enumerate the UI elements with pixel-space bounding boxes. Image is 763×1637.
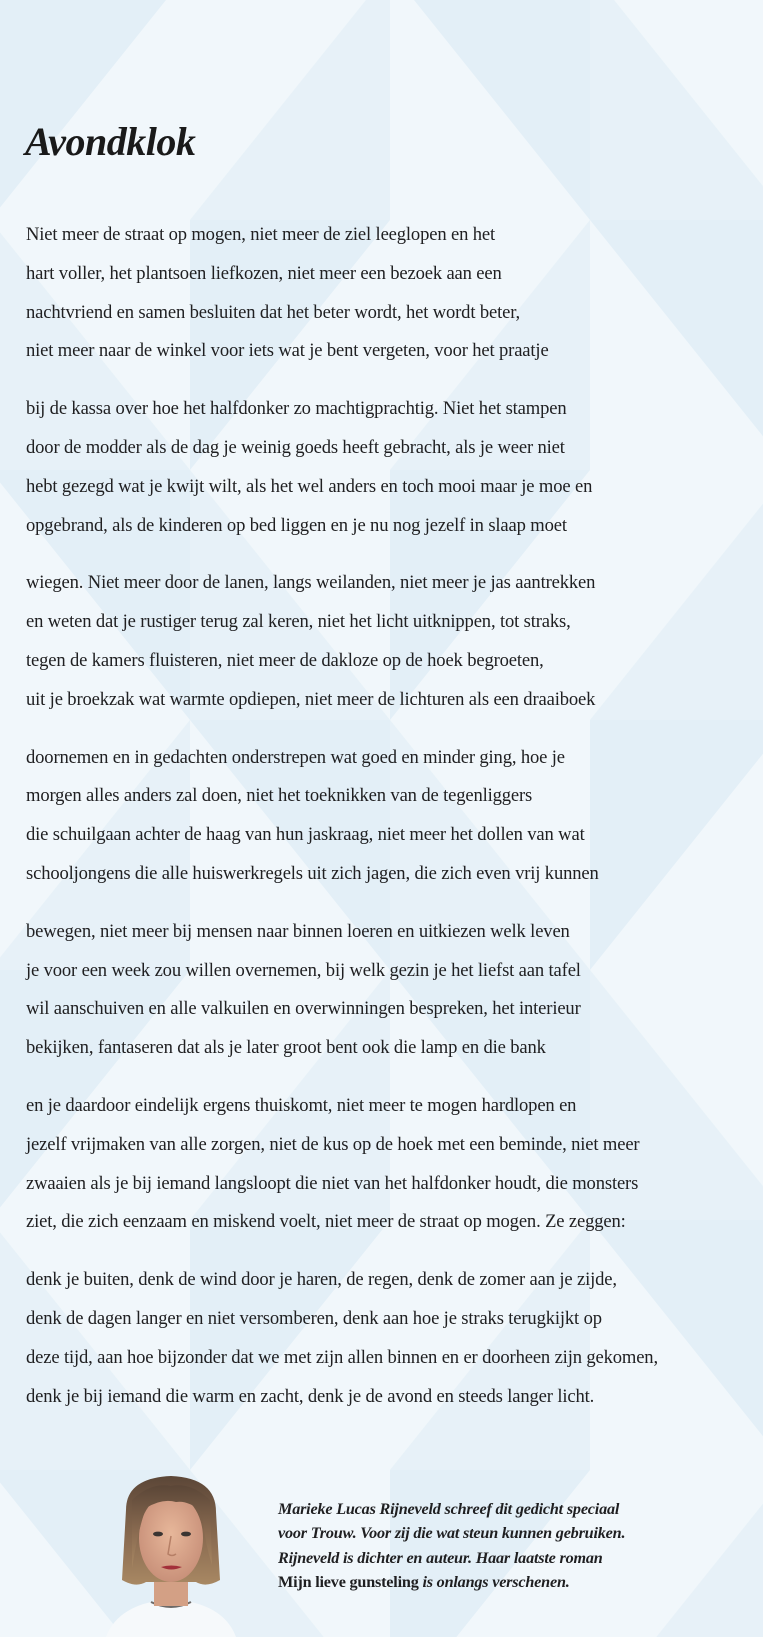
poem-line: niet meer naar de winkel voor iets wat je bent vergeten, voor het praatje bbox=[26, 340, 549, 362]
poem-line: en je daardoor eindelijk ergens thuiskomt, niet meer te mogen hardlopen en bbox=[26, 1094, 577, 1116]
poem-line: bewegen, niet meer bij mensen naar binnen loeren en uitkiezen welk leven bbox=[26, 920, 570, 942]
poem-line: opgebrand, als de kinderen op bed liggen en je nu nog jezelf in slaap moet bbox=[26, 514, 567, 536]
poem-line: morgen alles anders zal doen, niet het toeknikken van de tegenliggers bbox=[26, 785, 533, 807]
poem-line: hart voller, het plantsoen liefkozen, niet meer een bezoek aan een bbox=[26, 262, 502, 284]
poem-line: hebt gezegd wat je kwijt wilt, als het wel anders en toch mooi maar je moe en bbox=[26, 475, 593, 497]
poem-line: tegen de kamers fluisteren, niet meer de dakloze op de hoek begroeten, bbox=[26, 649, 544, 671]
poem-line: denk je bij iemand die warm en zacht, denk je de avond en steeds langer licht. bbox=[26, 1385, 595, 1407]
poem-line: door de modder als de dag je weinig goeds heeft gebracht, als je weer niet bbox=[26, 436, 565, 458]
poem-line: uit je broekzak wat warmte opdiepen, niet meer de lichturen als een draaiboek bbox=[26, 688, 596, 710]
poem-line: bij de kassa over hoe het halfdonker zo machtigprachtig. Niet het stampen bbox=[26, 398, 567, 420]
poem-line: doornemen en in gedachten onderstrepen wat goed en minder ging, hoe je bbox=[26, 746, 565, 768]
poem-line: je voor een week zou willen overnemen, bij welk gezin je het liefst aan tafel bbox=[26, 959, 581, 981]
stanza-7 bbox=[26, 1261, 761, 1416]
book-title: Mijn lieve gunsteling bbox=[278, 1572, 419, 1591]
poem-line: Niet meer de straat op mogen, niet meer de ziel leeglopen en het bbox=[26, 224, 495, 245]
author-bio bbox=[278, 1497, 748, 1594]
poem-line: wiegen. Niet meer door de lanen, langs weilanden, niet meer je jas aantrekken bbox=[26, 572, 596, 594]
bio-line-3: Rijneveld is dichter en auteur. Haar laatste roman bbox=[278, 1548, 603, 1567]
stanza-4 bbox=[26, 739, 761, 894]
stanza-3 bbox=[26, 564, 761, 719]
bio-line-2: voor Trouw. Voor zij die wat steun kunnen gebruiken. bbox=[278, 1524, 626, 1543]
poem-line: en weten dat je rustiger terug zal keren, niet het licht uitknippen, tot straks, bbox=[26, 611, 571, 633]
poem-body bbox=[26, 216, 761, 1435]
poem-title: Avondklok bbox=[25, 119, 196, 164]
stanza-6 bbox=[26, 1087, 761, 1242]
poem-line: bekijken, fantaseren dat als je later groot bent ook die lamp en die bank bbox=[26, 1037, 546, 1059]
poem-line: schooljongens die alle huiswerkregels uit zich jagen, die zich even vrij kunnen bbox=[26, 862, 599, 884]
author-portrait-icon bbox=[96, 1470, 246, 1637]
stanza-2 bbox=[26, 390, 761, 545]
poem-line: deze tijd, aan hoe bijzonder dat we met zijn allen binnen en er doorheen zijn gekomen, bbox=[26, 1346, 658, 1368]
poem-line: wil aanschuiven en alle valkuilen en overwinningen bespreken, het interieur bbox=[26, 998, 581, 1020]
poem-line: nachtvriend en samen besluiten dat het beter wordt, het wordt beter, bbox=[26, 301, 521, 323]
stanza-1 bbox=[26, 216, 761, 371]
stanza-5 bbox=[26, 913, 761, 1068]
poem-line: denk je buiten, denk de wind door je haren, de regen, denk de zomer aan je zijde, bbox=[26, 1269, 617, 1291]
poem-line: denk de dagen langer en niet versomberen, denk aan hoe je straks terugkijkt op bbox=[26, 1307, 602, 1329]
poem-line: jezelf vrijmaken van alle zorgen, niet de kus op de hoek met een beminde, niet meer bbox=[26, 1133, 640, 1155]
bio-line-4-rest: is onlangs verschenen. bbox=[418, 1572, 570, 1591]
bio-line-1: Marieke Lucas Rijneveld schreef dit gedicht speciaal bbox=[278, 1500, 620, 1518]
poem-line: ziet, die zich eenzaam en miskend voelt, niet meer de straat op mogen. Ze zeggen: bbox=[26, 1211, 626, 1233]
poem-line: zwaaien als je bij iemand langsloopt die niet van het halfdonker houdt, die monsters bbox=[26, 1172, 639, 1194]
bio-line-4 bbox=[278, 1570, 748, 1594]
poem-line: die schuilgaan achter de haag van hun jaskraag, niet meer het dollen van wat bbox=[26, 824, 585, 846]
